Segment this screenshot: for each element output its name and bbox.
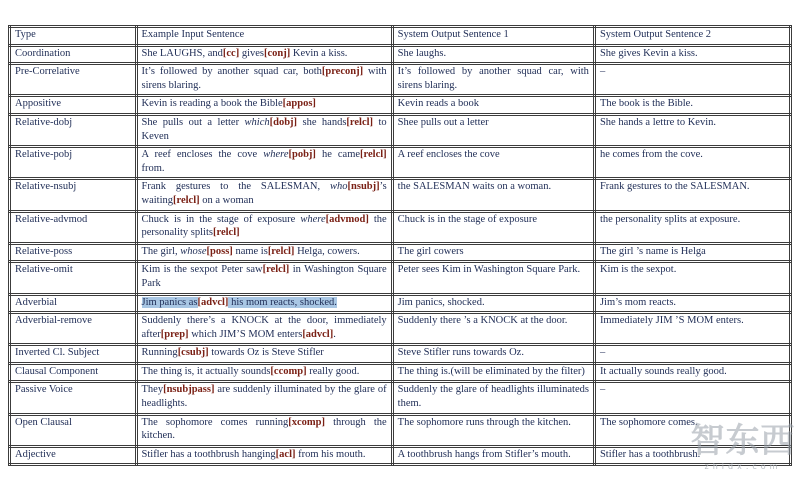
- text-segment: through the kitchen.: [141, 416, 387, 442]
- table-header: [10, 27, 791, 46]
- output-sentence-1-cell: It’s followed by another squad car, with sirens blaring.: [392, 64, 594, 96]
- dependency-tag: [xcomp]: [288, 416, 325, 428]
- output-sentence-1-cell: Peter sees Kim in Washington Square Park.: [392, 262, 594, 294]
- output-sentence-1-cell: Suddenly the glare of headlights illuminateds them.: [392, 382, 594, 414]
- text-segment: Helga, cowers.: [294, 245, 360, 257]
- text-segment: The girl,: [141, 245, 181, 257]
- column-header: Example Input Sentence: [136, 27, 392, 46]
- text-segment: Running: [141, 347, 178, 359]
- text-segment: which: [244, 116, 270, 128]
- dependency-tag: [dobj]: [269, 116, 298, 128]
- dependency-tag: [poss]: [206, 245, 233, 257]
- table-row: [10, 147, 791, 179]
- output-sentence-2-cell: She hands a lettre to Kevin.: [594, 114, 790, 146]
- text-segment: Suddenly there’s a KNOCK at the door, immediately after: [141, 315, 387, 340]
- dependency-tag: [ccomp]: [270, 365, 307, 377]
- dependency-tag: [relcl]: [267, 245, 295, 257]
- input-sentence-cell: [136, 211, 392, 243]
- dependency-tag: [csubj]: [177, 347, 209, 359]
- output-sentence-1-cell: Suddenly there ’s a KNOCK at the door.: [392, 313, 594, 345]
- dependency-tag: [nsubjpass]: [163, 384, 215, 396]
- text-segment: gives: [239, 47, 265, 59]
- text-segment: The thing is, it actually sounds: [141, 365, 271, 377]
- input-sentence-cell: [136, 382, 392, 414]
- text-segment: to Keven: [141, 116, 387, 142]
- output-sentence-1-cell: Shee pulls out a letter: [392, 114, 594, 146]
- input-sentence-cell: [136, 179, 392, 211]
- output-sentence-2-cell: The sophomore comes.: [594, 414, 790, 446]
- dependency-tag: [relcl]: [212, 227, 240, 239]
- column-header: System Output Sentence 2: [594, 27, 790, 46]
- text-segment: name is: [232, 245, 268, 257]
- dependency-tag: [appos]: [282, 98, 316, 110]
- input-sentence-cell: [136, 114, 392, 146]
- type-cell: Coordination: [10, 45, 137, 64]
- text-segment: She LAUGHS, and: [141, 47, 223, 59]
- text-segment: Stifler has a toothbrush hanging: [141, 448, 276, 460]
- text-segment: They: [141, 384, 164, 396]
- watermark-logo: 智东西: [690, 421, 796, 461]
- input-sentence-cell: [136, 345, 392, 364]
- input-sentence-cell: [136, 64, 392, 96]
- input-sentence-cell: [136, 262, 392, 294]
- output-sentence-1-cell: The sophomore runs through the kitchen.: [392, 414, 594, 446]
- table-row: [10, 294, 791, 313]
- text-segment: ’s waiting: [141, 181, 387, 206]
- table-row: [10, 211, 791, 243]
- output-sentence-2-cell: –: [594, 345, 790, 364]
- output-sentence-1-cell: Steve Stifler runs towards Oz.: [392, 345, 594, 364]
- type-cell: Relative-omit: [10, 262, 137, 294]
- output-sentence-2-cell: The book is the Bible.: [594, 96, 790, 115]
- table-row: [10, 345, 791, 364]
- text-segment: in Washington Square Park: [141, 264, 387, 289]
- table-row: [10, 414, 791, 446]
- dependency-tag: [advmod]: [325, 213, 369, 225]
- dependency-tag: [relcl]: [360, 149, 387, 161]
- table-body: [10, 45, 791, 465]
- table-row: [10, 96, 791, 115]
- text-segment: really good.: [306, 365, 360, 377]
- output-sentence-2-cell: –: [594, 382, 790, 414]
- text-segment: Frank gestures to the SALESMAN,: [141, 181, 331, 193]
- type-cell: Appositive: [10, 96, 137, 115]
- table-row: [10, 313, 791, 345]
- output-sentence-1-cell: The girl cowers: [392, 243, 594, 262]
- table-row: [10, 179, 791, 211]
- output-sentence-1-cell: She laughs.: [392, 45, 594, 64]
- column-header: Type: [10, 27, 137, 46]
- input-sentence-cell: [136, 45, 392, 64]
- text-segment: on a woman: [199, 194, 254, 206]
- output-sentence-1-cell: A toothbrush hangs from Stifler’s mouth.: [392, 446, 594, 465]
- type-cell: Open Clausal: [10, 414, 137, 446]
- text-segment: Kim is the sexpot Peter saw: [141, 264, 263, 276]
- input-sentence-cell: [136, 294, 392, 313]
- input-sentence-cell: [136, 96, 392, 115]
- text-segment: whose: [180, 245, 207, 257]
- table-row: [10, 382, 791, 414]
- dependency-tag: [conj]: [264, 47, 291, 59]
- dependency-tag: [relcl]: [262, 264, 290, 276]
- linguistic-examples-table: [8, 25, 792, 466]
- input-sentence-cell: [136, 446, 392, 465]
- text-segment: from.: [141, 162, 165, 174]
- table-row: [10, 262, 791, 294]
- type-cell: Inverted Cl. Subject: [10, 345, 137, 364]
- input-sentence-cell: [136, 243, 392, 262]
- dependency-tag: [preconj]: [321, 66, 364, 78]
- output-sentence-1-cell: A reef encloses the cove: [392, 147, 594, 179]
- dependency-tag: [relcl]: [346, 116, 374, 128]
- header-row: [10, 27, 791, 46]
- output-sentence-2-cell: She gives Kevin a kiss.: [594, 45, 790, 64]
- output-sentence-2-cell: Immediately JIM ’S MOM enters.: [594, 313, 790, 345]
- text-segment: .: [333, 328, 336, 340]
- text-segment: where: [300, 213, 326, 225]
- text-segment: It’s followed by another squad car, both: [141, 66, 322, 78]
- text-segment: A reef encloses the cove: [141, 149, 264, 161]
- output-sentence-2-cell: Stifler has a toothbrush.: [594, 446, 790, 465]
- output-sentence-2-cell: he comes from the cove.: [594, 147, 790, 179]
- input-sentence-cell: [136, 414, 392, 446]
- type-cell: Adverbial: [10, 294, 137, 313]
- type-cell: Relative-advmod: [10, 211, 137, 243]
- output-sentence-1-cell: Kevin reads a book: [392, 96, 594, 115]
- text-segment: she hands: [297, 116, 347, 128]
- type-cell: Adjective: [10, 446, 137, 465]
- output-sentence-1-cell: the SALESMAN waits on a woman.: [392, 179, 594, 211]
- dependency-tag: [advcl]: [197, 296, 229, 308]
- text-segment: The sophomore comes running: [141, 416, 289, 428]
- type-cell: Pre-Correlative: [10, 64, 137, 96]
- text-segment: the personality splits: [141, 213, 387, 239]
- output-sentence-2-cell: Kim is the sexpot.: [594, 262, 790, 294]
- text-segment: Kevin is reading a book the Bible: [141, 98, 283, 110]
- table-row: [10, 64, 791, 96]
- output-sentence-2-cell: The girl ’s name is Helga: [594, 243, 790, 262]
- dependency-tag: [acl]: [275, 448, 296, 460]
- output-sentence-1-cell: The thing is.(will be eliminated by the filter): [392, 363, 594, 382]
- table-row: [10, 446, 791, 465]
- table-row: [10, 363, 791, 382]
- column-header: System Output Sentence 1: [392, 27, 594, 46]
- type-cell: Clausal Component: [10, 363, 137, 382]
- output-sentence-2-cell: Jim’s mom reacts.: [594, 294, 790, 313]
- dependency-tag: [advcl]: [302, 328, 334, 340]
- input-sentence-cell: [136, 313, 392, 345]
- type-cell: Relative-dobj: [10, 114, 137, 146]
- output-sentence-2-cell: It actually sounds really good.: [594, 363, 790, 382]
- dependency-tag: [prep]: [160, 328, 189, 340]
- text-segment: from his mouth.: [295, 448, 366, 460]
- output-sentence-2-cell: –: [594, 64, 790, 96]
- type-cell: Relative-poss: [10, 243, 137, 262]
- text-segment: She pulls out a letter: [141, 116, 245, 128]
- text-segment: Jim panics as: [141, 296, 198, 308]
- table-row: [10, 243, 791, 262]
- text-segment: which JIM’S MOM enters: [188, 328, 303, 340]
- output-sentence-1-cell: Jim panics, shocked.: [392, 294, 594, 313]
- text-segment: who: [330, 181, 348, 193]
- type-cell: Passive Voice: [10, 382, 137, 414]
- text-segment: are suddenly illuminated by the glare of headlights.: [141, 384, 387, 410]
- table-row: [10, 45, 791, 64]
- text-segment: his mom reacts, shocked.: [228, 296, 337, 308]
- output-sentence-1-cell: Chuck is in the stage of exposure: [392, 211, 594, 243]
- text-segment: Chuck is in the stage of exposure: [141, 213, 301, 225]
- watermark-url: zhidx.com: [704, 462, 782, 471]
- output-sentence-2-cell: Frank gestures to the SALESMAN.: [594, 179, 790, 211]
- table-row: [10, 114, 791, 146]
- output-sentence-2-cell: the personality splits at exposure.: [594, 211, 790, 243]
- text-segment: Kevin a kiss.: [290, 47, 348, 59]
- type-cell: Relative-nsubj: [10, 179, 137, 211]
- input-sentence-cell: [136, 363, 392, 382]
- dependency-tag: [relcl]: [173, 194, 200, 206]
- dependency-tag: [pobj]: [288, 149, 316, 161]
- text-segment: towards Oz is Steve Stifler: [208, 347, 324, 359]
- input-sentence-cell: [136, 147, 392, 179]
- text-segment: where: [263, 149, 289, 161]
- text-segment: with sirens blaring.: [141, 66, 387, 91]
- text-segment: he came: [315, 149, 361, 161]
- dependency-tag: [nsubj]: [347, 181, 380, 193]
- type-cell: Relative-pobj: [10, 147, 137, 179]
- dependency-tag: [cc]: [222, 47, 240, 59]
- type-cell: Adverbial-remove: [10, 313, 137, 345]
